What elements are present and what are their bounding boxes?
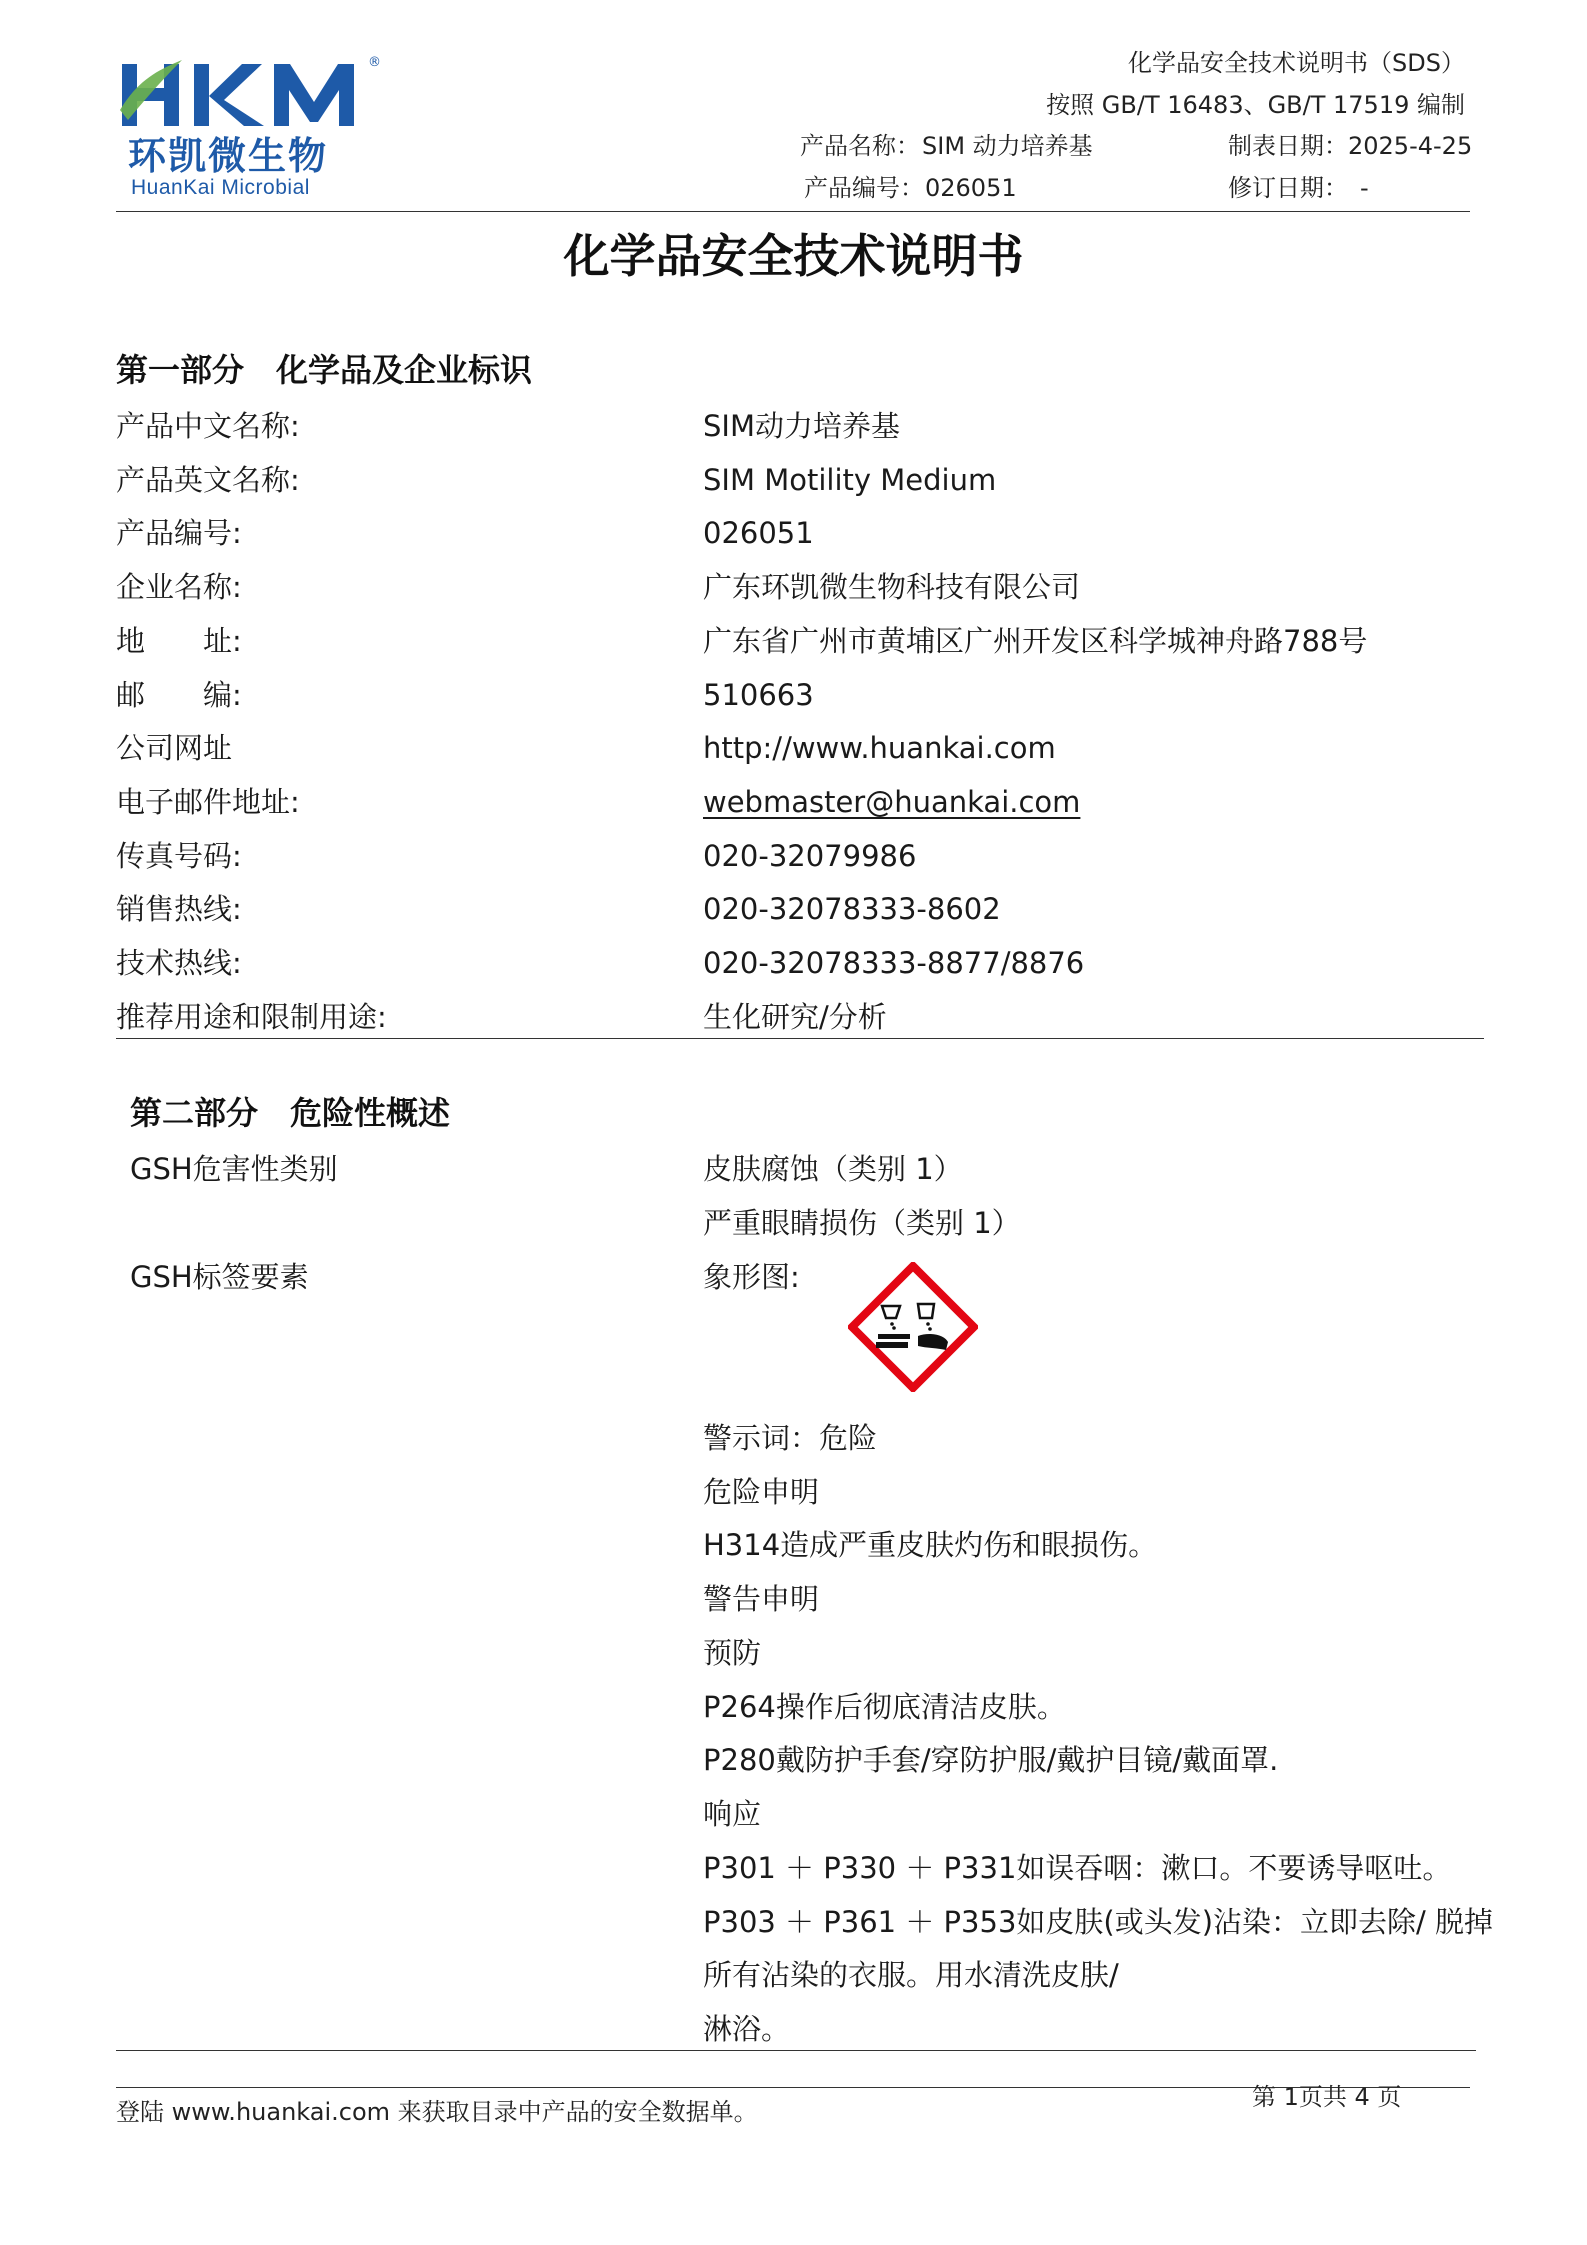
- website-link[interactable]: http://www.huankai.com: [703, 731, 1056, 765]
- registered-mark: ®: [368, 55, 381, 70]
- field-value: 020-32078333-8602: [703, 892, 1001, 926]
- page-number: 第 1页共 4 页: [1252, 2083, 1402, 2111]
- email-link[interactable]: webmaster@huankai.com: [703, 785, 1081, 819]
- company-logo: [118, 50, 408, 142]
- field-value: 020-32079986: [703, 839, 917, 873]
- field-value: 广东省广州市黄埔区广州开发区科学城神舟路788号: [703, 624, 1368, 658]
- logo-chinese-name: 环凯微生物: [128, 134, 329, 178]
- hazard-line: 所有沾染的衣服。用水清洗皮肤/: [703, 1958, 1119, 1992]
- footer-note: 登陆 www.huankai.com 来获取目录中产品的安全数据单。: [116, 2098, 758, 2126]
- doc-type: 化学品安全技术说明书（SDS）: [1128, 49, 1465, 77]
- header-divider: [116, 211, 1470, 212]
- hazard-line: H314造成严重皮肤灼伤和眼损伤。: [703, 1528, 1158, 1562]
- date-label: 制表日期：: [1228, 132, 1348, 160]
- hazard-line: 淋浴。: [703, 2012, 791, 2046]
- field-label: 产品英文名称:: [116, 463, 300, 497]
- date-value: 2025-4-25: [1348, 132, 1473, 160]
- field-label: 传真号码:: [116, 839, 242, 873]
- field-label: 销售热线:: [116, 892, 242, 926]
- logo-english-name: HuanKai Microbial: [131, 176, 310, 199]
- field-label: 电子邮件地址:: [116, 785, 300, 819]
- pictogram-label: 象形图:: [703, 1260, 800, 1294]
- ghs-class-label: GSH危害性类别: [130, 1152, 338, 1186]
- field-value: 020-32078333-8877/8876: [703, 946, 1085, 980]
- field-value: SIM动力培养基: [703, 409, 900, 443]
- section2-divider: [116, 2050, 1476, 2051]
- product-name-value: SIM 动力培养基: [922, 132, 1093, 160]
- product-code-label: 产品编号：: [804, 174, 924, 202]
- hazard-line: 预防: [703, 1636, 762, 1670]
- corrosion-icon: [848, 1262, 978, 1392]
- hazard-line: 响应: [703, 1797, 762, 1831]
- hazard-line: P303 ＋ P361 ＋ P353如皮肤(或头发)沾染：立即去除/ 脱掉: [703, 1905, 1494, 1939]
- field-value: 026051: [703, 516, 814, 550]
- product-name-label: 产品名称：: [800, 132, 920, 160]
- field-label: 产品中文名称:: [116, 409, 300, 443]
- ghs-class-value: 皮肤腐蚀（类别 1）: [703, 1152, 963, 1186]
- field-value: 510663: [703, 678, 814, 712]
- field-label: 企业名称:: [116, 570, 242, 604]
- section1-divider: [116, 1038, 1484, 1039]
- field-value: 生化研究/分析: [703, 1000, 887, 1034]
- hazard-line: 警告申明: [703, 1582, 820, 1616]
- section1-heading: 第一部分 化学品及企业标识: [116, 351, 533, 389]
- product-code-value: 026051: [925, 174, 1017, 202]
- revision-value: -: [1360, 174, 1369, 202]
- document-title: 化学品安全技术说明书: [563, 229, 1024, 283]
- field-label: 产品编号:: [116, 516, 242, 550]
- section2-heading: 第二部分 危险性概述: [130, 1094, 451, 1132]
- hazard-line: P280戴防护手套/穿防护服/戴护目镜/戴面罩.: [703, 1743, 1279, 1777]
- ghs-class-value: 严重眼睛损伤（类别 1）: [703, 1206, 1021, 1240]
- hazard-line: P264操作后彻底清洁皮肤。: [703, 1690, 1066, 1724]
- field-label: 推荐用途和限制用途:: [116, 1000, 387, 1034]
- field-label: 邮 编:: [116, 678, 242, 712]
- standard-note: 按照 GB/T 16483、GB/T 17519 编制: [1046, 91, 1465, 119]
- field-label: 公司网址: [116, 731, 233, 765]
- field-value: 广东环凯微生物科技有限公司: [703, 570, 1081, 604]
- hazard-line: 警示词：危险: [703, 1421, 878, 1455]
- hazard-line: 危险申明: [703, 1475, 820, 1509]
- hazard-line: P301 ＋ P330 ＋ P331如误吞咽：漱口。不要诱导呕吐。: [703, 1851, 1452, 1885]
- ghs-label-label: GSH标签要素: [130, 1260, 309, 1294]
- field-label: 地 址:: [116, 624, 242, 658]
- revision-label: 修订日期：: [1228, 174, 1348, 202]
- field-value: SIM Motility Medium: [703, 463, 997, 497]
- field-label: 技术热线:: [116, 946, 242, 980]
